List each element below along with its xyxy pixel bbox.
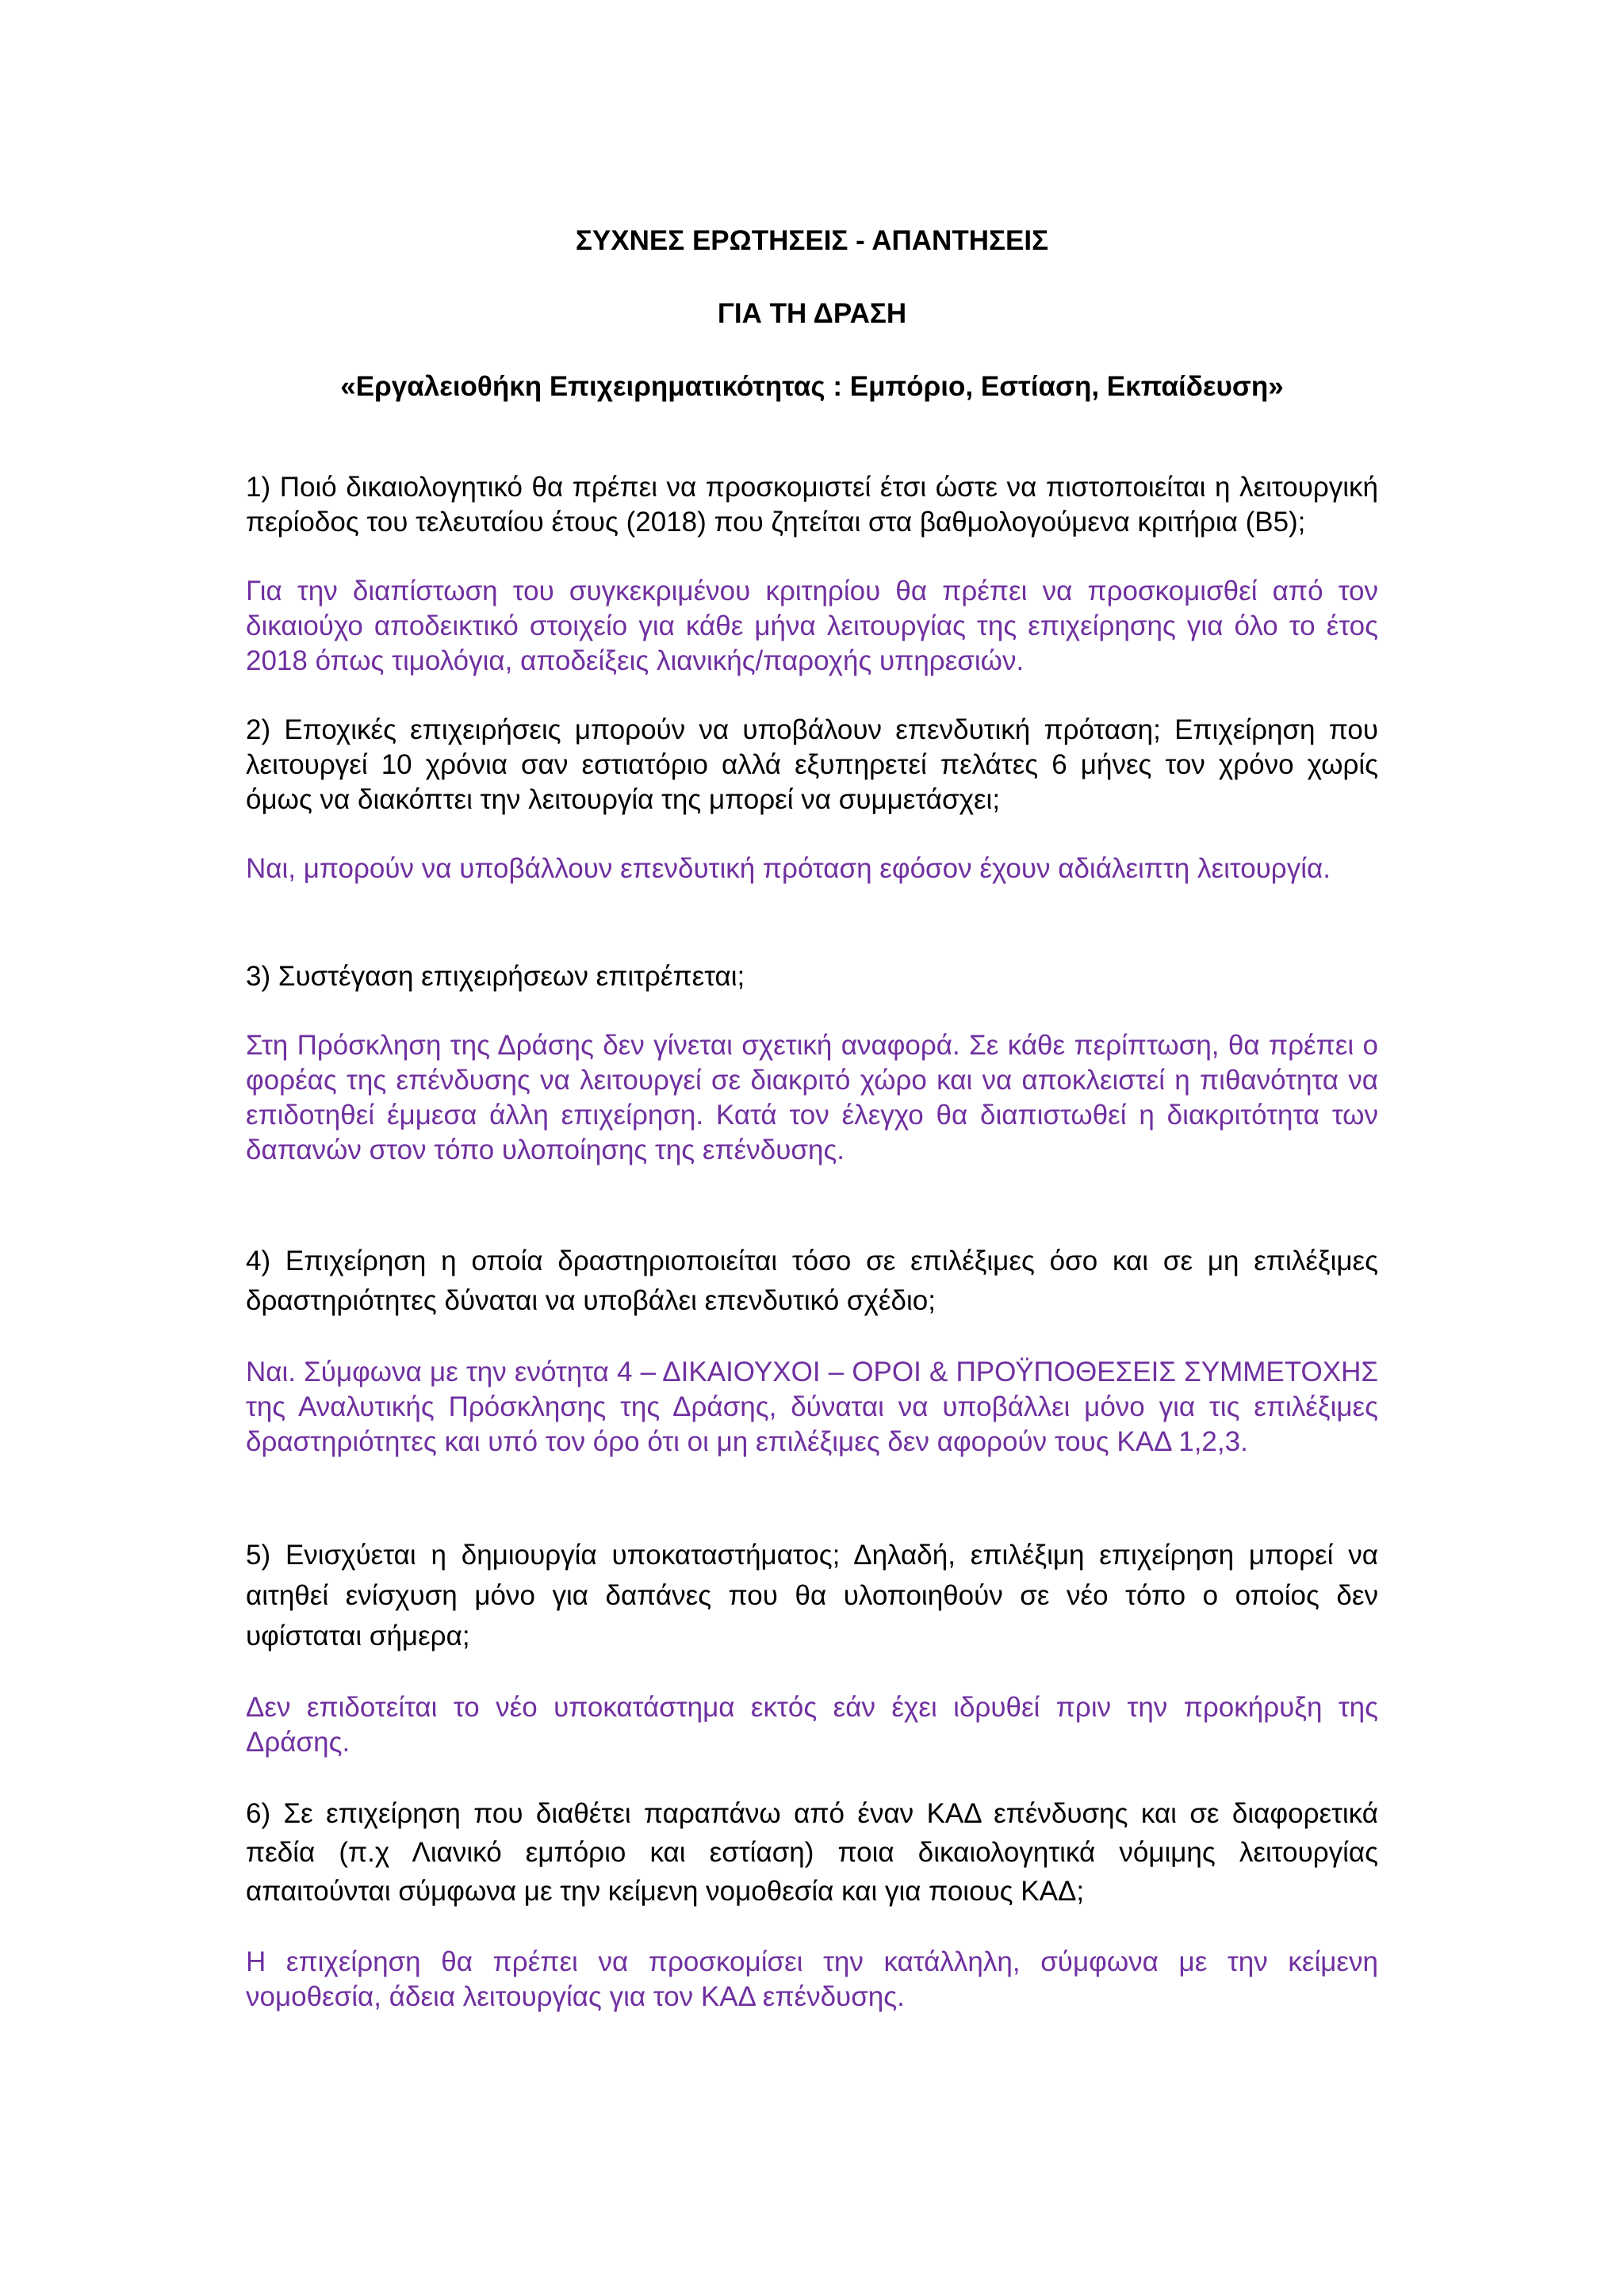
question-4: 4) Επιχείρηση η οποία δραστηριοποιείται τόσο σε επιλέξιμες όσο και σε μη επιλέξιμες δραστηριότητες δύναται να υποβάλει επενδυτικό σχέδιο; <box>246 1246 1378 1316</box>
document-title: ΣΥΧΝΕΣ ΕΡΩΤΗΣΕΙΣ - ΑΠΑΝΤΗΣΕΙΣ <box>575 225 1049 256</box>
question-6: 6) Σε επιχείρηση που διαθέτει παραπάνω από έναν ΚΑΔ επένδυσης και σε διαφορετικά πεδία (π.χ Λιανικό εμπόριο και εστίαση) ποια δικαιολογητικά νόμιμης λειτουργίας απαιτούνται σύμφωνα με την κείμενη νομοθεσία και για ποιους ΚΑΔ; <box>246 1798 1378 1907</box>
answer-5: Δεν επιδοτείται το νέο υποκατάστημα εκτός εάν έχει ιδρυθεί πριν την προκήρυξη της Δράσης. <box>246 1692 1378 1758</box>
question-1: 1) Ποιό δικαιολογητικό θα πρέπει να προσκομιστεί έτσι ώστε να πιστοποιείται η λειτουργική περίοδος του τελευταίου έτους (2018) που ζητείται στα βαθμολογούμενα κριτήρια (Β5); <box>246 472 1378 538</box>
answer-3: Στη Πρόσκληση της Δράσης δεν γίνεται σχετική αναφορά. Σε κάθε περίπτωση, θα πρέπει ο φορέας της επένδυσης να λειτουργεί σε διακριτό χώρο και να αποκλειστεί η πιθανότητα να επιδοτηθεί έμμεσα άλλη επιχείρηση. Κατά τον έλεγχο θα διαπιστωθεί η διακριτότητα των δαπανών στον τόπο υλοποίησης της επένδυσης. <box>246 1030 1378 1165</box>
document-body <box>246 224 1378 2015</box>
document-subtitle: ΓΙΑ ΤΗ ΔΡΑΣΗ <box>717 298 907 329</box>
question-3: 3) Συστέγαση επιχειρήσεων επιτρέπεται; <box>246 961 745 992</box>
answer-1: Για την διαπίστωση του συγκεκριμένου κριτηρίου θα πρέπει να προσκομισθεί από τον δικαιούχο αποδεικτικό στοιχείο για κάθε μήνα λειτουργίας της επιχείρησης για όλο το έτος 2018 όπως τιμολόγια, αποδείξεις λιανικής/παροχής υπηρεσιών. <box>246 576 1378 676</box>
action-title: «Εργαλειοθήκη Επιχειρηματικότητας : Εμπόριο, Εστίαση, Εκπαίδευση» <box>340 371 1284 402</box>
question-2: 2) Εποχικές επιχειρήσεις μπορούν να υποβάλουν επενδυτική πρόταση; Επιχείρηση που λειτουργεί 10 χρόνια σαν εστιατόριο αλλά εξυπηρετεί πελάτες 6 μήνες τον χρόνο χωρίς όμως να διακόπτει την λειτουργία της μπορεί να συμμετάσχει; <box>246 714 1378 815</box>
answer-6: Η επιχείρηση θα πρέπει να προσκομίσει την κατάλληλη, σύμφωνα με την κείμενη νομοθεσία, άδεια λειτουργίας για τον ΚΑΔ επένδυσης. <box>246 1946 1378 2012</box>
answer-2: Ναι, μπορούν να υποβάλλουν επενδυτική πρόταση εφόσον έχουν αδιάλειπτη λειτουργία. <box>246 853 1331 884</box>
question-5: 5) Ενισχύεται η δημιουργία υποκαταστήματος; Δηλαδή, επιλέξιμη επιχείρηση μπορεί να αιτηθεί ενίσχυση μόνο για δαπάνες που θα υλοποιηθούν σε νέο τόπο ο οποίος δεν υφίσταται σήμερα; <box>246 1540 1378 1651</box>
answer-4: Ναι. Σύμφωνα με την ενότητα 4 – ΔΙΚΑΙΟΥΧΟΙ – ΟΡΟΙ & ΠΡΟΫΠΟΘΕΣΕΙΣ ΣΥΜΜΕΤΟΧΗΣ της Αναλυτικής Πρόσκλησης της Δράσης, δύναται να υποβάλλει μόνο για τις επιλέξιμες δραστηριότητες και υπό τον όρο ότι οι μη επιλέξιμες δεν αφορούν τους ΚΑΔ 1,2,3. <box>246 1357 1378 1457</box>
